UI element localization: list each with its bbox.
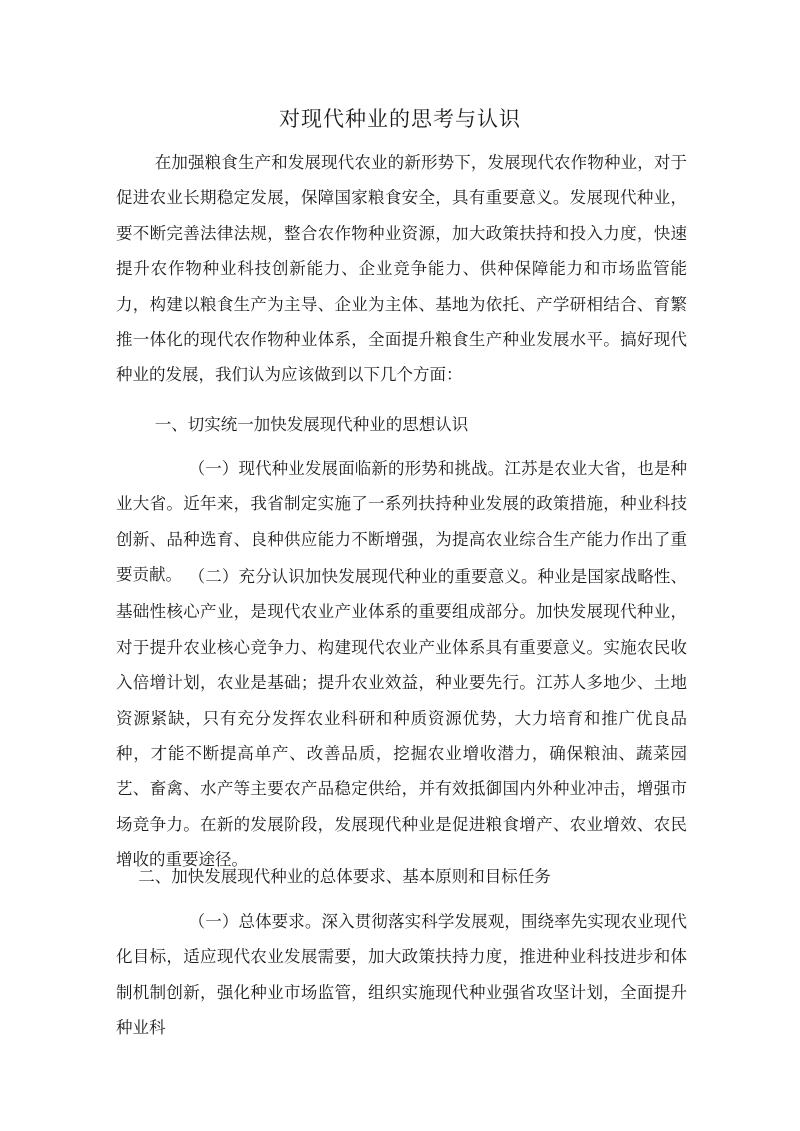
section-2-paragraph-1	[116, 904, 687, 1046]
section-1-paragraph-2-text: （二）充分认识加快发展现代种业的重要意义。种业是国家战略性、基础性核心产业，是现代农业产业体系的重要组成部分。加快发展现代种业，对于提升农业核心竞争力、构建现代农业产业体系具有重要意义。实施农民收入倍增计划，农业是基础；提升农业效益，种业要先行。江苏人多地少、土地资源紧缺，只有充分发挥农业科研和种质资源优势，大力培育和推广优良品种，才能不断提高单产、改善品质，挖掘农业增收潜力，确保粮油、蔬菜园艺、畜禽、水产等主要农产品稳定供给，并有效抵御国内外种业冲击，增强市场竞争力。在新的发展阶段，发展现代种业是促进粮食增产、农业增效、农民增收的重要途径。	[116, 567, 687, 870]
section-1-paragraph-2	[116, 559, 687, 878]
section-2-heading-text: 二、加快发展现代种业的总体要求、基本原则和目标任务	[138, 867, 551, 886]
section-1-heading	[116, 407, 687, 442]
intro-paragraph	[116, 145, 687, 393]
section-2-heading	[116, 859, 687, 894]
section-1-heading-text: 一、切实统一加快发展现代种业的思想认识	[154, 415, 469, 434]
document-title: 对现代种业的思考与认识	[279, 107, 521, 131]
section-2-paragraph-1-text: （一）总体要求。深入贯彻落实科学发展观，围绕率先实现农业现代化目标，适应现代农业发展需要，加大政策扶持力度，推进种业科技进步和体制机制创新，强化种业市场监管，组织实施现代种业强省攻坚计划，全面提升种业科	[116, 912, 687, 1038]
intro-text: 在加强粮食生产和发展现代农业的新形势下，发展现代农作物种业，对于促进农业长期稳定发展，保障国家粮食安全，具有重要意义。发展现代种业，要不断完善法律法规，整合农作物种业资源，加大政策扶持和投入力度，快速提升农作物种业科技创新能力、企业竞争能力、供种保障能力和市场监管能力，构建以粮食生产为主导、企业为主体、基地为依托、产学研相结合、育繁推一体化的现代农作物种业体系，全面提升粮食生产种业发展水平。搞好现代种业的发展，我们认为应该做到以下几个方面：	[116, 153, 687, 385]
section-1-paragraph-1-text: （一）现代种业发展面临新的形势和挑战。江苏是农业大省，也是种业大省。近年来，我省制定实施了一系列扶持种业发展的政策措施，种业科技创新、品种选育、良种供应能力不断增强，为提高农业综合生产能力作出了重要贡献。	[116, 459, 687, 585]
